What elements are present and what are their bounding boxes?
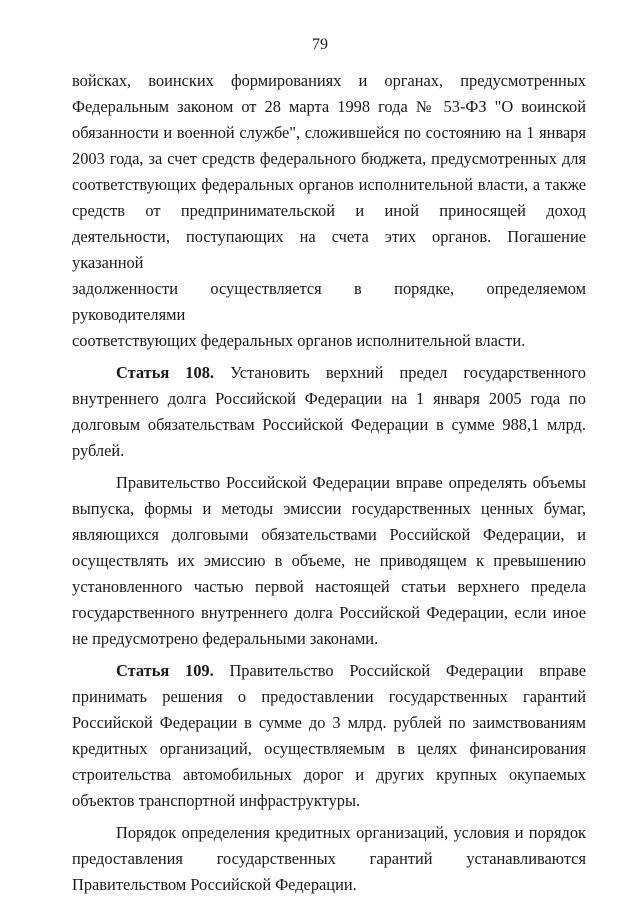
text-line: государственного внутреннего долга Российской Федерации, если иное: [72, 603, 586, 622]
text-line: внутреннего долга Российской Федерации на 1 января 2005 года по: [72, 389, 586, 408]
text-line: средств от предпринимательской и иной приносящей доход: [72, 201, 586, 220]
text-line: войсках, воинских формированиях и органах, предусмотренных: [72, 71, 586, 90]
text-line: деятельности, поступающих на счета этих органов. Погашение указанной: [72, 227, 586, 272]
text-line: выпуска, формы и методы эмиссии государственных ценных бумаг,: [72, 499, 586, 518]
document-body: [72, 68, 586, 898]
text-line: долговым обязательствам Российской Федерации в сумме 988,1 млрд.: [72, 415, 586, 434]
text-line: установленного частью первой настоящей статьи верхнего предела: [72, 577, 586, 596]
text-line: Федеральным законом от 28 марта 1998 года № 53-ФЗ "О воинской: [72, 97, 586, 116]
text-line: Правительством Российской Федерации.: [72, 875, 357, 894]
text-line: задолженности осуществляется в порядке, определяемом руководителями: [72, 279, 586, 324]
paragraph-1: [72, 68, 586, 354]
text-line: кредитных организаций, осуществляемым в целях финансирования: [72, 739, 586, 758]
text-line: предоставления государственных гарантий устанавливаются: [72, 849, 586, 868]
paragraph-5: [72, 820, 586, 898]
text-line: не предусмотрено федеральными законами.: [72, 629, 379, 648]
text-line: соответствующих федеральных органов исполнительной власти.: [72, 331, 526, 350]
text-line: являющихся долговыми обязательствами Российской Федерации, и: [72, 525, 586, 544]
text-line: объектов транспортной инфраструктуры.: [72, 791, 361, 810]
article-text: Установить верхний предел государственного: [214, 363, 586, 382]
article-title: Статья 108.: [116, 363, 214, 382]
text-line: соответствующих федеральных органов исполнительной власти, а также: [72, 175, 586, 194]
article-text: Правительство Российской Федерации вправе: [213, 661, 586, 680]
text-line: [72, 658, 586, 684]
paragraph-3: [72, 470, 586, 652]
article-108: [72, 360, 586, 464]
article-title: Статья 109.: [116, 661, 214, 680]
article-109: [72, 658, 586, 814]
text-line: Правительство Российской Федерации вправе определять объемы: [116, 473, 586, 492]
text-line: осуществлять их эмиссию в объеме, не приводящем к превышению: [72, 551, 586, 570]
page-number: 79: [312, 36, 328, 53]
text-line: 2003 года, за счет средств федерального бюджета, предусмотренных для: [72, 149, 586, 168]
text-line: рублей.: [72, 441, 125, 460]
text-line: [72, 360, 586, 386]
text-line: Российской Федерации в сумме до 3 млрд. рублей по заимствованиям: [72, 713, 586, 732]
text-line: Порядок определения кредитных организаций, условия и порядок: [116, 823, 586, 842]
text-line: обязанности и военной службе", сложившейся по состоянию на 1 января: [72, 123, 586, 142]
text-line: принимать решения о предоставлении государственных гарантий: [72, 687, 586, 706]
text-line: строительства автомобильных дорог и других крупных окупаемых: [72, 765, 586, 784]
